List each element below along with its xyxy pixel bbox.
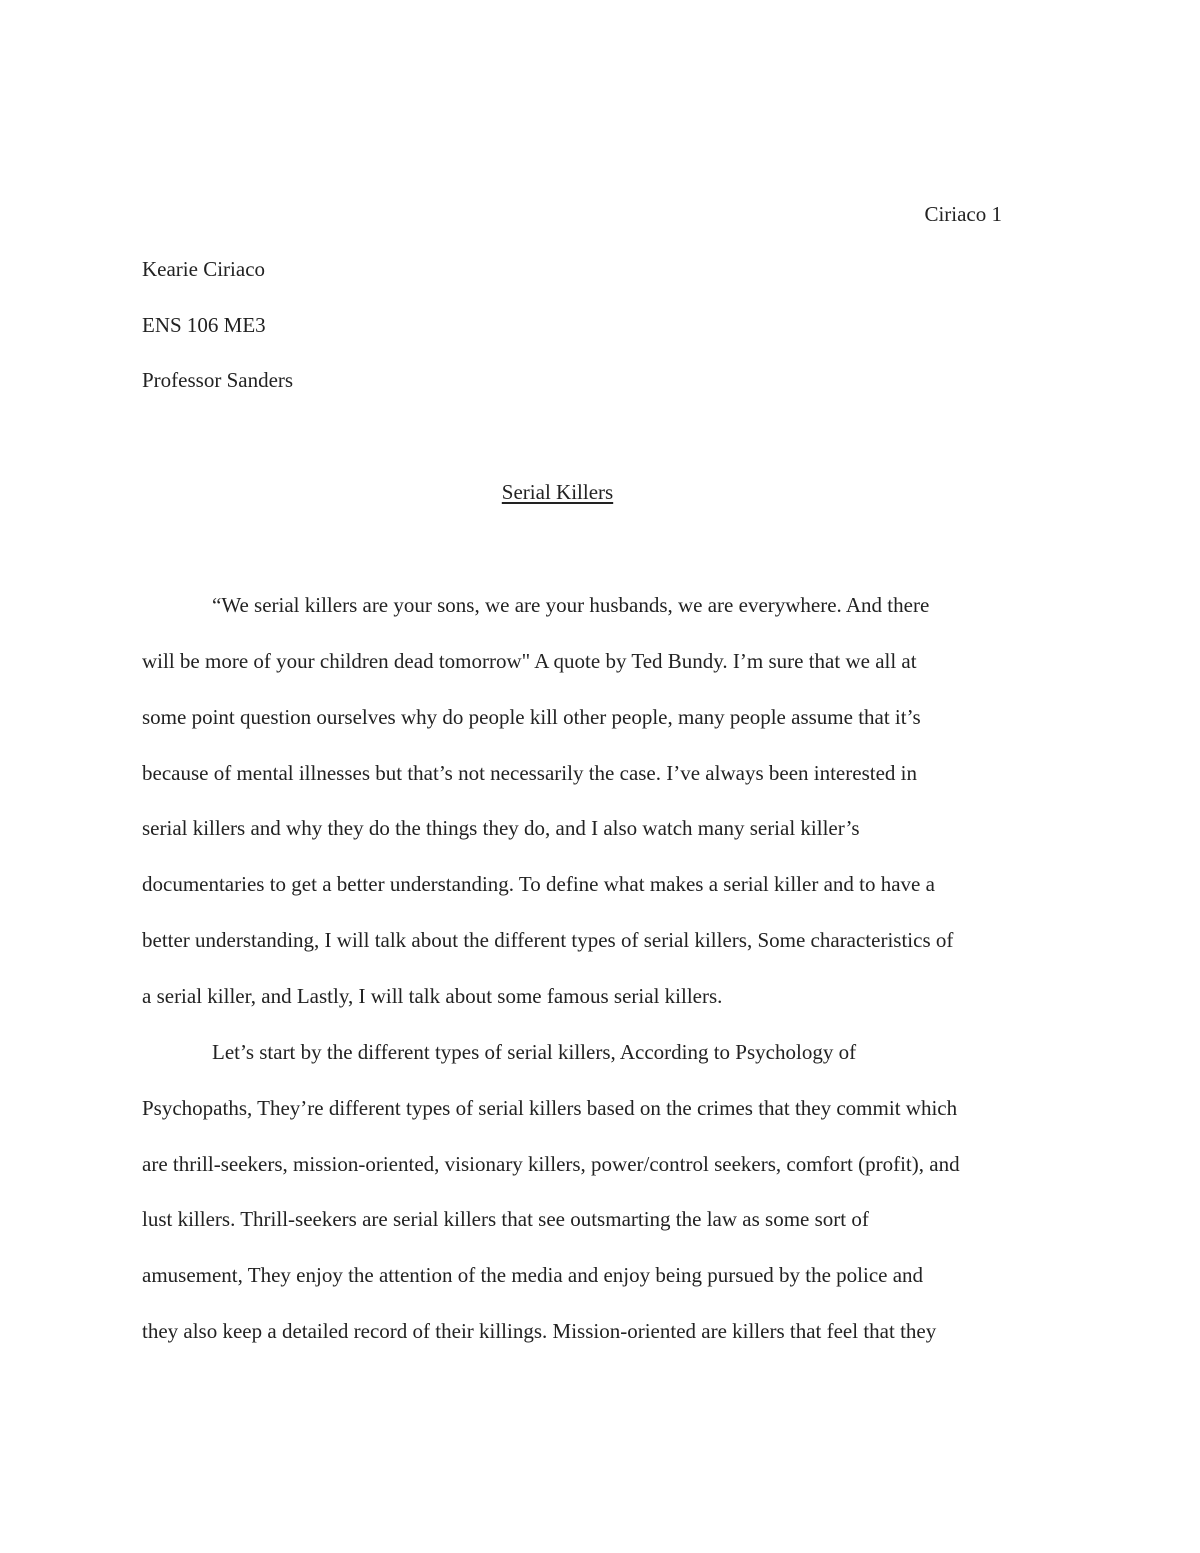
body-line-1: “We serial killers are your sons, we are your husbands, we are everywhere. And there	[212, 593, 930, 617]
body-line-8: a serial killer, and Lastly, I will talk about some famous serial killers.	[142, 984, 723, 1008]
body-line-6: documentaries to get a better understanding. To define what makes a serial killer and to have a	[142, 872, 935, 896]
body-line-3: some point question ourselves why do people kill other people, many people assume that it’s	[142, 705, 921, 729]
body-line-13: amusement, They enjoy the attention of the media and enjoy being pursued by the police and	[142, 1263, 924, 1287]
student-name: Kearie Ciriaco	[142, 257, 266, 281]
body-line-10: Psychopaths, They’re different types of serial killers based on the crimes that they commit which	[142, 1096, 958, 1120]
body-line-11: are thrill-seekers, mission-oriented, visionary killers, power/control seekers, comfort (profit), and	[142, 1152, 960, 1176]
course-name: ENS 106 ME3	[142, 313, 266, 337]
running-head: Ciriaco 1	[924, 202, 1002, 226]
body-line-7: better understanding, I will talk about the different types of serial killers, Some characteristics of	[142, 928, 954, 952]
body-line-12: lust killers. Thrill-seekers are serial killers that see outsmarting the law as some sort of	[142, 1207, 869, 1231]
body-line-14: they also keep a detailed record of their killings. Mission-oriented are killers that feel that they	[142, 1319, 937, 1343]
body-line-2: will be more of your children dead tomorrow" A quote by Ted Bundy. I’m sure that we all at	[142, 649, 917, 673]
document-title: Serial Killers	[501, 480, 614, 504]
body-line-9: Let’s start by the different types of serial killers, According to Psychology of	[212, 1040, 857, 1064]
body-line-5: serial killers and why they do the things they do, and I also watch many serial killer’s	[142, 816, 860, 840]
body-line-4: because of mental illnesses but that’s not necessarily the case. I’ve always been interested in	[142, 761, 917, 785]
instructor-name: Professor Sanders	[142, 368, 294, 392]
